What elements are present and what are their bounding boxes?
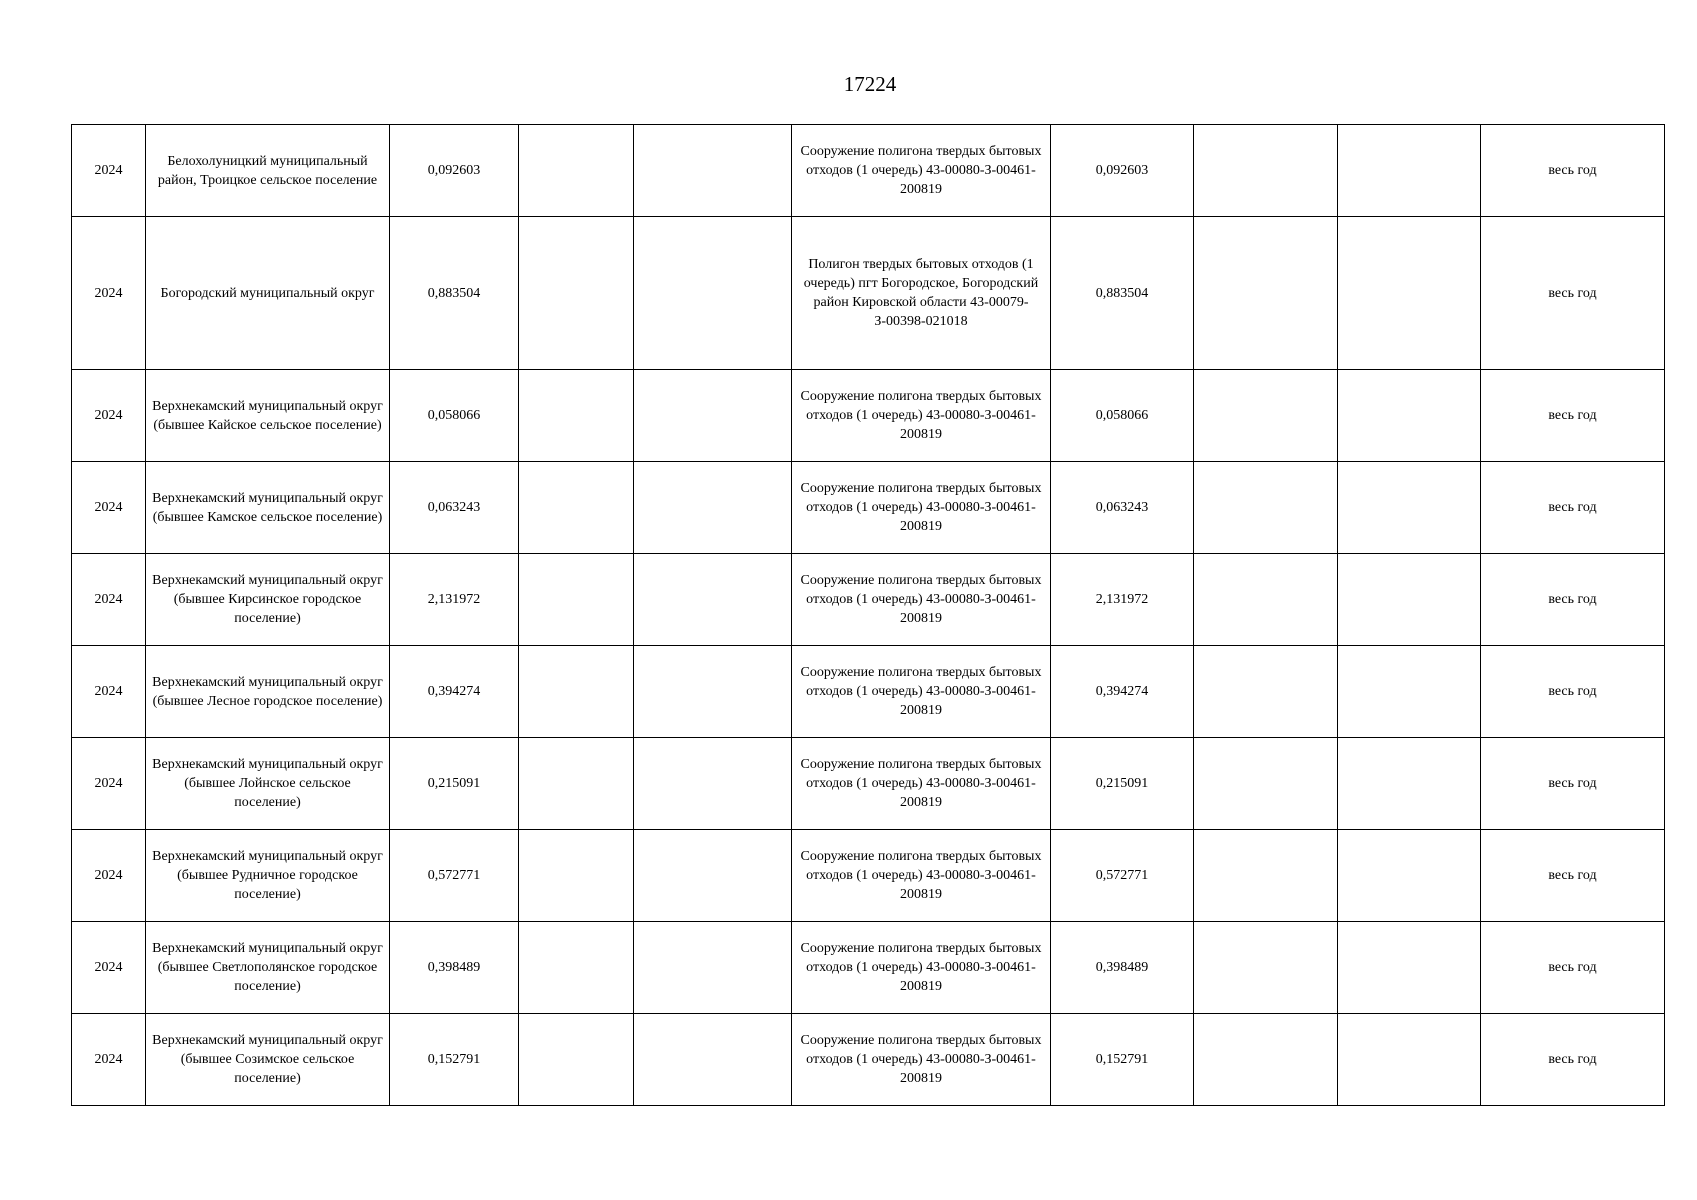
empty-cell <box>1194 1014 1338 1106</box>
empty-cell <box>1194 370 1338 462</box>
empty-cell <box>1338 217 1481 370</box>
facility-cell: Сооружение полигона твердых бытовых отходов (1 очередь) 43-00080-З-00461-200819 <box>792 922 1051 1014</box>
empty-cell <box>634 370 792 462</box>
period-cell: весь год <box>1481 554 1665 646</box>
facility-cell: Сооружение полигона твердых бытовых отходов (1 очередь) 43-00080-З-00461-200819 <box>792 462 1051 554</box>
data-table <box>71 124 1665 1106</box>
empty-cell <box>634 1014 792 1106</box>
period-cell: весь год <box>1481 646 1665 738</box>
table-row <box>72 922 1665 1014</box>
empty-cell <box>519 738 634 830</box>
value-cell: 2,131972 <box>390 554 519 646</box>
table-row <box>72 646 1665 738</box>
empty-cell <box>1194 217 1338 370</box>
empty-cell <box>634 646 792 738</box>
empty-cell <box>519 1014 634 1106</box>
facility-value-cell: 0,058066 <box>1051 370 1194 462</box>
empty-cell <box>519 125 634 217</box>
year-cell: 2024 <box>72 370 146 462</box>
facility-cell: Полигон твердых бытовых отходов (1 очередь) пгт Богородское, Богородский район Кировской области 43-00079-З-00398-021018 <box>792 217 1051 370</box>
empty-cell <box>1338 922 1481 1014</box>
empty-cell <box>519 554 634 646</box>
facility-value-cell: 0,215091 <box>1051 738 1194 830</box>
year-cell: 2024 <box>72 554 146 646</box>
year-cell: 2024 <box>72 125 146 217</box>
empty-cell <box>634 554 792 646</box>
empty-cell <box>634 830 792 922</box>
municipality-cell: Верхнекамский муниципальный округ (бывшее Лесное городское поселение) <box>146 646 390 738</box>
period-cell: весь год <box>1481 1014 1665 1106</box>
table-row <box>72 830 1665 922</box>
facility-value-cell: 0,394274 <box>1051 646 1194 738</box>
table-row <box>72 738 1665 830</box>
value-cell: 0,398489 <box>390 922 519 1014</box>
year-cell: 2024 <box>72 738 146 830</box>
value-cell: 0,063243 <box>390 462 519 554</box>
period-cell: весь год <box>1481 217 1665 370</box>
facility-cell: Сооружение полигона твердых бытовых отходов (1 очередь) 43-00080-З-00461-200819 <box>792 646 1051 738</box>
empty-cell <box>1338 462 1481 554</box>
empty-cell <box>1194 554 1338 646</box>
empty-cell <box>1338 1014 1481 1106</box>
empty-cell <box>1194 738 1338 830</box>
facility-value-cell: 0,572771 <box>1051 830 1194 922</box>
empty-cell <box>519 830 634 922</box>
year-cell: 2024 <box>72 217 146 370</box>
table-row <box>72 554 1665 646</box>
value-cell: 0,058066 <box>390 370 519 462</box>
empty-cell <box>1338 830 1481 922</box>
municipality-cell: Верхнекамский муниципальный округ (бывшее Рудничное городское поселение) <box>146 830 390 922</box>
value-cell: 0,572771 <box>390 830 519 922</box>
table-row <box>72 462 1665 554</box>
period-cell: весь год <box>1481 125 1665 217</box>
value-cell: 0,092603 <box>390 125 519 217</box>
facility-cell: Сооружение полигона твердых бытовых отходов (1 очередь) 43-00080-З-00461-200819 <box>792 738 1051 830</box>
empty-cell <box>1194 922 1338 1014</box>
empty-cell <box>1338 738 1481 830</box>
empty-cell <box>1338 554 1481 646</box>
empty-cell <box>519 922 634 1014</box>
municipality-cell: Богородский муниципальный округ <box>146 217 390 370</box>
facility-cell: Сооружение полигона твердых бытовых отходов (1 очередь) 43-00080-З-00461-200819 <box>792 125 1051 217</box>
table-row <box>72 370 1665 462</box>
facility-cell: Сооружение полигона твердых бытовых отходов (1 очередь) 43-00080-З-00461-200819 <box>792 1014 1051 1106</box>
facility-cell: Сооружение полигона твердых бытовых отходов (1 очередь) 43-00080-З-00461-200819 <box>792 554 1051 646</box>
facility-value-cell: 2,131972 <box>1051 554 1194 646</box>
period-cell: весь год <box>1481 462 1665 554</box>
year-cell: 2024 <box>72 1014 146 1106</box>
municipality-cell: Верхнекамский муниципальный округ (бывшее Светлополянское городское поселение) <box>146 922 390 1014</box>
table-row <box>72 1014 1665 1106</box>
facility-value-cell: 0,883504 <box>1051 217 1194 370</box>
empty-cell <box>1338 125 1481 217</box>
empty-cell <box>519 370 634 462</box>
year-cell: 2024 <box>72 922 146 1014</box>
facility-cell: Сооружение полигона твердых бытовых отходов (1 очередь) 43-00080-З-00461-200819 <box>792 370 1051 462</box>
table-row <box>72 125 1665 217</box>
empty-cell <box>1194 462 1338 554</box>
facility-value-cell: 0,063243 <box>1051 462 1194 554</box>
period-cell: весь год <box>1481 830 1665 922</box>
municipality-cell: Верхнекамский муниципальный округ (бывшее Кирсинское городское поселение) <box>146 554 390 646</box>
value-cell: 0,215091 <box>390 738 519 830</box>
facility-value-cell: 0,152791 <box>1051 1014 1194 1106</box>
empty-cell <box>634 217 792 370</box>
period-cell: весь год <box>1481 922 1665 1014</box>
empty-cell <box>519 646 634 738</box>
value-cell: 0,394274 <box>390 646 519 738</box>
municipality-cell: Верхнекамский муниципальный округ (бывшее Лойнское сельское поселение) <box>146 738 390 830</box>
municipality-cell: Верхнекамский муниципальный округ (бывшее Кайское сельское поселение) <box>146 370 390 462</box>
empty-cell <box>1194 125 1338 217</box>
value-cell: 0,152791 <box>390 1014 519 1106</box>
municipality-cell: Верхнекамский муниципальный округ (бывшее Созимское сельское поселение) <box>146 1014 390 1106</box>
period-cell: весь год <box>1481 370 1665 462</box>
page-number: 17224 <box>843 72 897 96</box>
period-cell: весь год <box>1481 738 1665 830</box>
facility-cell: Сооружение полигона твердых бытовых отходов (1 очередь) 43-00080-З-00461-200819 <box>792 830 1051 922</box>
empty-cell <box>1194 830 1338 922</box>
municipality-cell: Белохолуницкий муниципальный район, Троицкое сельское поселение <box>146 125 390 217</box>
empty-cell <box>634 462 792 554</box>
empty-cell <box>634 922 792 1014</box>
empty-cell <box>519 217 634 370</box>
empty-cell <box>1338 370 1481 462</box>
facility-value-cell: 0,092603 <box>1051 125 1194 217</box>
year-cell: 2024 <box>72 646 146 738</box>
empty-cell <box>1194 646 1338 738</box>
year-cell: 2024 <box>72 830 146 922</box>
empty-cell <box>519 462 634 554</box>
value-cell: 0,883504 <box>390 217 519 370</box>
municipality-cell: Верхнекамский муниципальный округ (бывшее Камское сельское поселение) <box>146 462 390 554</box>
year-cell: 2024 <box>72 462 146 554</box>
empty-cell <box>1338 646 1481 738</box>
table-row <box>72 217 1665 370</box>
facility-value-cell: 0,398489 <box>1051 922 1194 1014</box>
empty-cell <box>634 738 792 830</box>
empty-cell <box>634 125 792 217</box>
